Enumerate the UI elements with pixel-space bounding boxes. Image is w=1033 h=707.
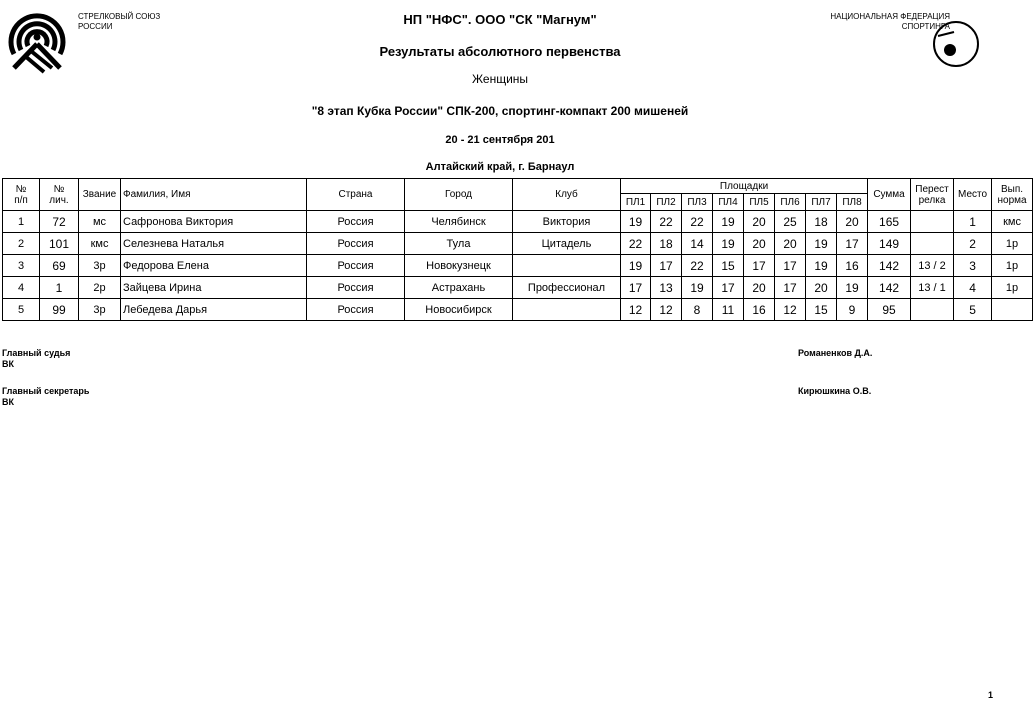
header-sum: Сумма <box>868 179 911 211</box>
cell-name: Федорова Елена <box>121 255 307 277</box>
cell-place: 3 <box>954 255 992 277</box>
cell-score: 18 <box>651 233 682 255</box>
header-range-5: ПЛ5 <box>744 194 775 211</box>
cell-score: 19 <box>621 255 651 277</box>
cell-score: 22 <box>651 211 682 233</box>
cell-score: 20 <box>744 277 775 299</box>
cell-score: 17 <box>775 255 806 277</box>
cell-score: 13 <box>651 277 682 299</box>
cell-name: Зайцева Ирина <box>121 277 307 299</box>
cell-score: 17 <box>651 255 682 277</box>
cell-score: 16 <box>744 299 775 321</box>
chief-judge <box>2 348 70 370</box>
table-row <box>3 211 1033 233</box>
page-number: 1 <box>988 690 994 700</box>
cell-shootoff <box>911 211 954 233</box>
header-no: № п/п <box>3 179 40 211</box>
header-name: Фамилия, Имя <box>121 179 307 211</box>
cell-shootoff: 13 / 1 <box>911 277 954 299</box>
header-ranges: Площадки <box>621 179 868 194</box>
chief-secretary <box>2 386 89 408</box>
cell-country: Россия <box>307 255 405 277</box>
cell-city: Новосибирск <box>405 299 513 321</box>
cell-norm: 1р <box>992 233 1033 255</box>
results-table <box>2 178 1033 321</box>
cell-no: 3 <box>3 255 40 277</box>
cell-no: 1 <box>3 211 40 233</box>
cell-score: 19 <box>713 211 744 233</box>
cell-place: 5 <box>954 299 992 321</box>
cell-score: 11 <box>713 299 744 321</box>
cell-norm: 1р <box>992 277 1033 299</box>
cell-score: 22 <box>682 211 713 233</box>
cell-score: 20 <box>806 277 837 299</box>
header-range-7: ПЛ7 <box>806 194 837 211</box>
category-label: Женщины <box>471 72 529 86</box>
cell-score: 8 <box>682 299 713 321</box>
cell-score: 16 <box>837 255 868 277</box>
cell-score: 20 <box>775 233 806 255</box>
chief-secretary-title: Главный секретарь <box>2 386 90 396</box>
cell-score: 19 <box>806 233 837 255</box>
cell-club: Виктория <box>513 211 621 233</box>
table-row <box>3 299 1033 321</box>
header-rank: Звание <box>79 179 121 211</box>
header-range-8: ПЛ8 <box>837 194 868 211</box>
cell-sum: 142 <box>868 255 911 277</box>
cell-score: 19 <box>806 255 837 277</box>
cell-score: 17 <box>775 277 806 299</box>
chief-judge-category: ВК <box>2 359 14 369</box>
cell-score: 14 <box>682 233 713 255</box>
cell-place: 4 <box>954 277 992 299</box>
cell-rank: кмс <box>79 233 121 255</box>
cell-norm <box>992 299 1033 321</box>
cell-score: 20 <box>744 211 775 233</box>
cell-score: 20 <box>837 211 868 233</box>
table-row <box>3 277 1033 299</box>
cell-id: 69 <box>40 255 79 277</box>
cell-score: 19 <box>621 211 651 233</box>
cell-norm: кмс <box>992 211 1033 233</box>
cell-rank: 3р <box>79 255 121 277</box>
cell-sum: 149 <box>868 233 911 255</box>
table-row <box>3 233 1033 255</box>
cell-shootoff <box>911 233 954 255</box>
cell-sum: 95 <box>868 299 911 321</box>
cell-city: Тула <box>405 233 513 255</box>
cell-score: 17 <box>744 255 775 277</box>
cell-score: 15 <box>806 299 837 321</box>
header-range-3: ПЛ3 <box>682 194 713 211</box>
cell-club <box>513 255 621 277</box>
cell-no: 2 <box>3 233 40 255</box>
page-subtitle: Результаты абсолютного первенства <box>379 44 621 59</box>
cell-score: 19 <box>837 277 868 299</box>
cell-score: 15 <box>713 255 744 277</box>
cell-city: Астрахань <box>405 277 513 299</box>
cell-rank: 2р <box>79 277 121 299</box>
cell-norm: 1р <box>992 255 1033 277</box>
cell-sum: 165 <box>868 211 911 233</box>
cell-name: Сафронова Виктория <box>121 211 307 233</box>
header-place: Место <box>954 179 992 211</box>
cell-sum: 142 <box>868 277 911 299</box>
header-shootoff: Перест релка <box>911 179 954 211</box>
chief-secretary-category: ВК <box>2 397 14 407</box>
chief-judge-name: Романенков Д.А. <box>798 348 873 358</box>
cell-score: 19 <box>713 233 744 255</box>
header-range-6: ПЛ6 <box>775 194 806 211</box>
cell-rank: 3р <box>79 299 121 321</box>
cell-rank: мс <box>79 211 121 233</box>
cell-id: 99 <box>40 299 79 321</box>
cell-club: Цитадель <box>513 233 621 255</box>
header-country: Страна <box>307 179 405 211</box>
cell-country: Россия <box>307 211 405 233</box>
cell-score: 17 <box>837 233 868 255</box>
cell-score: 17 <box>713 277 744 299</box>
cell-no: 5 <box>3 299 40 321</box>
chief-secretary-name: Кирюшкина О.В. <box>798 386 872 396</box>
cell-score: 9 <box>837 299 868 321</box>
cell-city: Новокузнецк <box>405 255 513 277</box>
cell-country: Россия <box>307 299 405 321</box>
right-org-name: НАЦИОНАЛЬНАЯ ФЕДЕРАЦИЯ СПОРТИНГА <box>830 12 950 31</box>
cell-score: 19 <box>682 277 713 299</box>
cell-score: 12 <box>651 299 682 321</box>
event-location: Алтайский край, г. Барнаул <box>425 161 575 173</box>
cell-shootoff <box>911 299 954 321</box>
cell-place: 2 <box>954 233 992 255</box>
cell-score: 12 <box>621 299 651 321</box>
cell-city: Челябинск <box>405 211 513 233</box>
cell-no: 4 <box>3 277 40 299</box>
header-range-1: ПЛ1 <box>621 194 651 211</box>
cell-score: 20 <box>744 233 775 255</box>
cell-name: Лебедева Дарья <box>121 299 307 321</box>
cell-club: Профессионал <box>513 277 621 299</box>
cell-name: Селезнева Наталья <box>121 233 307 255</box>
cell-club <box>513 299 621 321</box>
cell-score: 17 <box>621 277 651 299</box>
header-id: № лич. <box>40 179 79 211</box>
cell-score: 25 <box>775 211 806 233</box>
header-city: Город <box>405 179 513 211</box>
cell-id: 1 <box>40 277 79 299</box>
cell-shootoff: 13 / 2 <box>911 255 954 277</box>
left-org-name: СТРЕЛКОВЫЙ СОЮЗ РОССИИ <box>78 12 161 31</box>
cell-score: 22 <box>682 255 713 277</box>
header-norm: Вып. норма <box>992 179 1033 211</box>
cell-country: Россия <box>307 277 405 299</box>
page-title: НП "НФС". ООО "СК "Магнум" <box>403 12 597 27</box>
cell-score: 22 <box>621 233 651 255</box>
cell-country: Россия <box>307 233 405 255</box>
event-dates: 20 - 21 сентября 201 <box>445 134 555 146</box>
header-club: Клуб <box>513 179 621 211</box>
header-range-4: ПЛ4 <box>713 194 744 211</box>
chief-judge-title: Главный судья <box>2 348 71 358</box>
cell-score: 12 <box>775 299 806 321</box>
cell-place: 1 <box>954 211 992 233</box>
cell-id: 72 <box>40 211 79 233</box>
event-name: "8 этап Кубка России" СПК-200, спортинг-компакт 200 мишеней <box>311 104 689 118</box>
cell-score: 18 <box>806 211 837 233</box>
table-row <box>3 255 1033 277</box>
cell-id: 101 <box>40 233 79 255</box>
header-range-2: ПЛ2 <box>651 194 682 211</box>
